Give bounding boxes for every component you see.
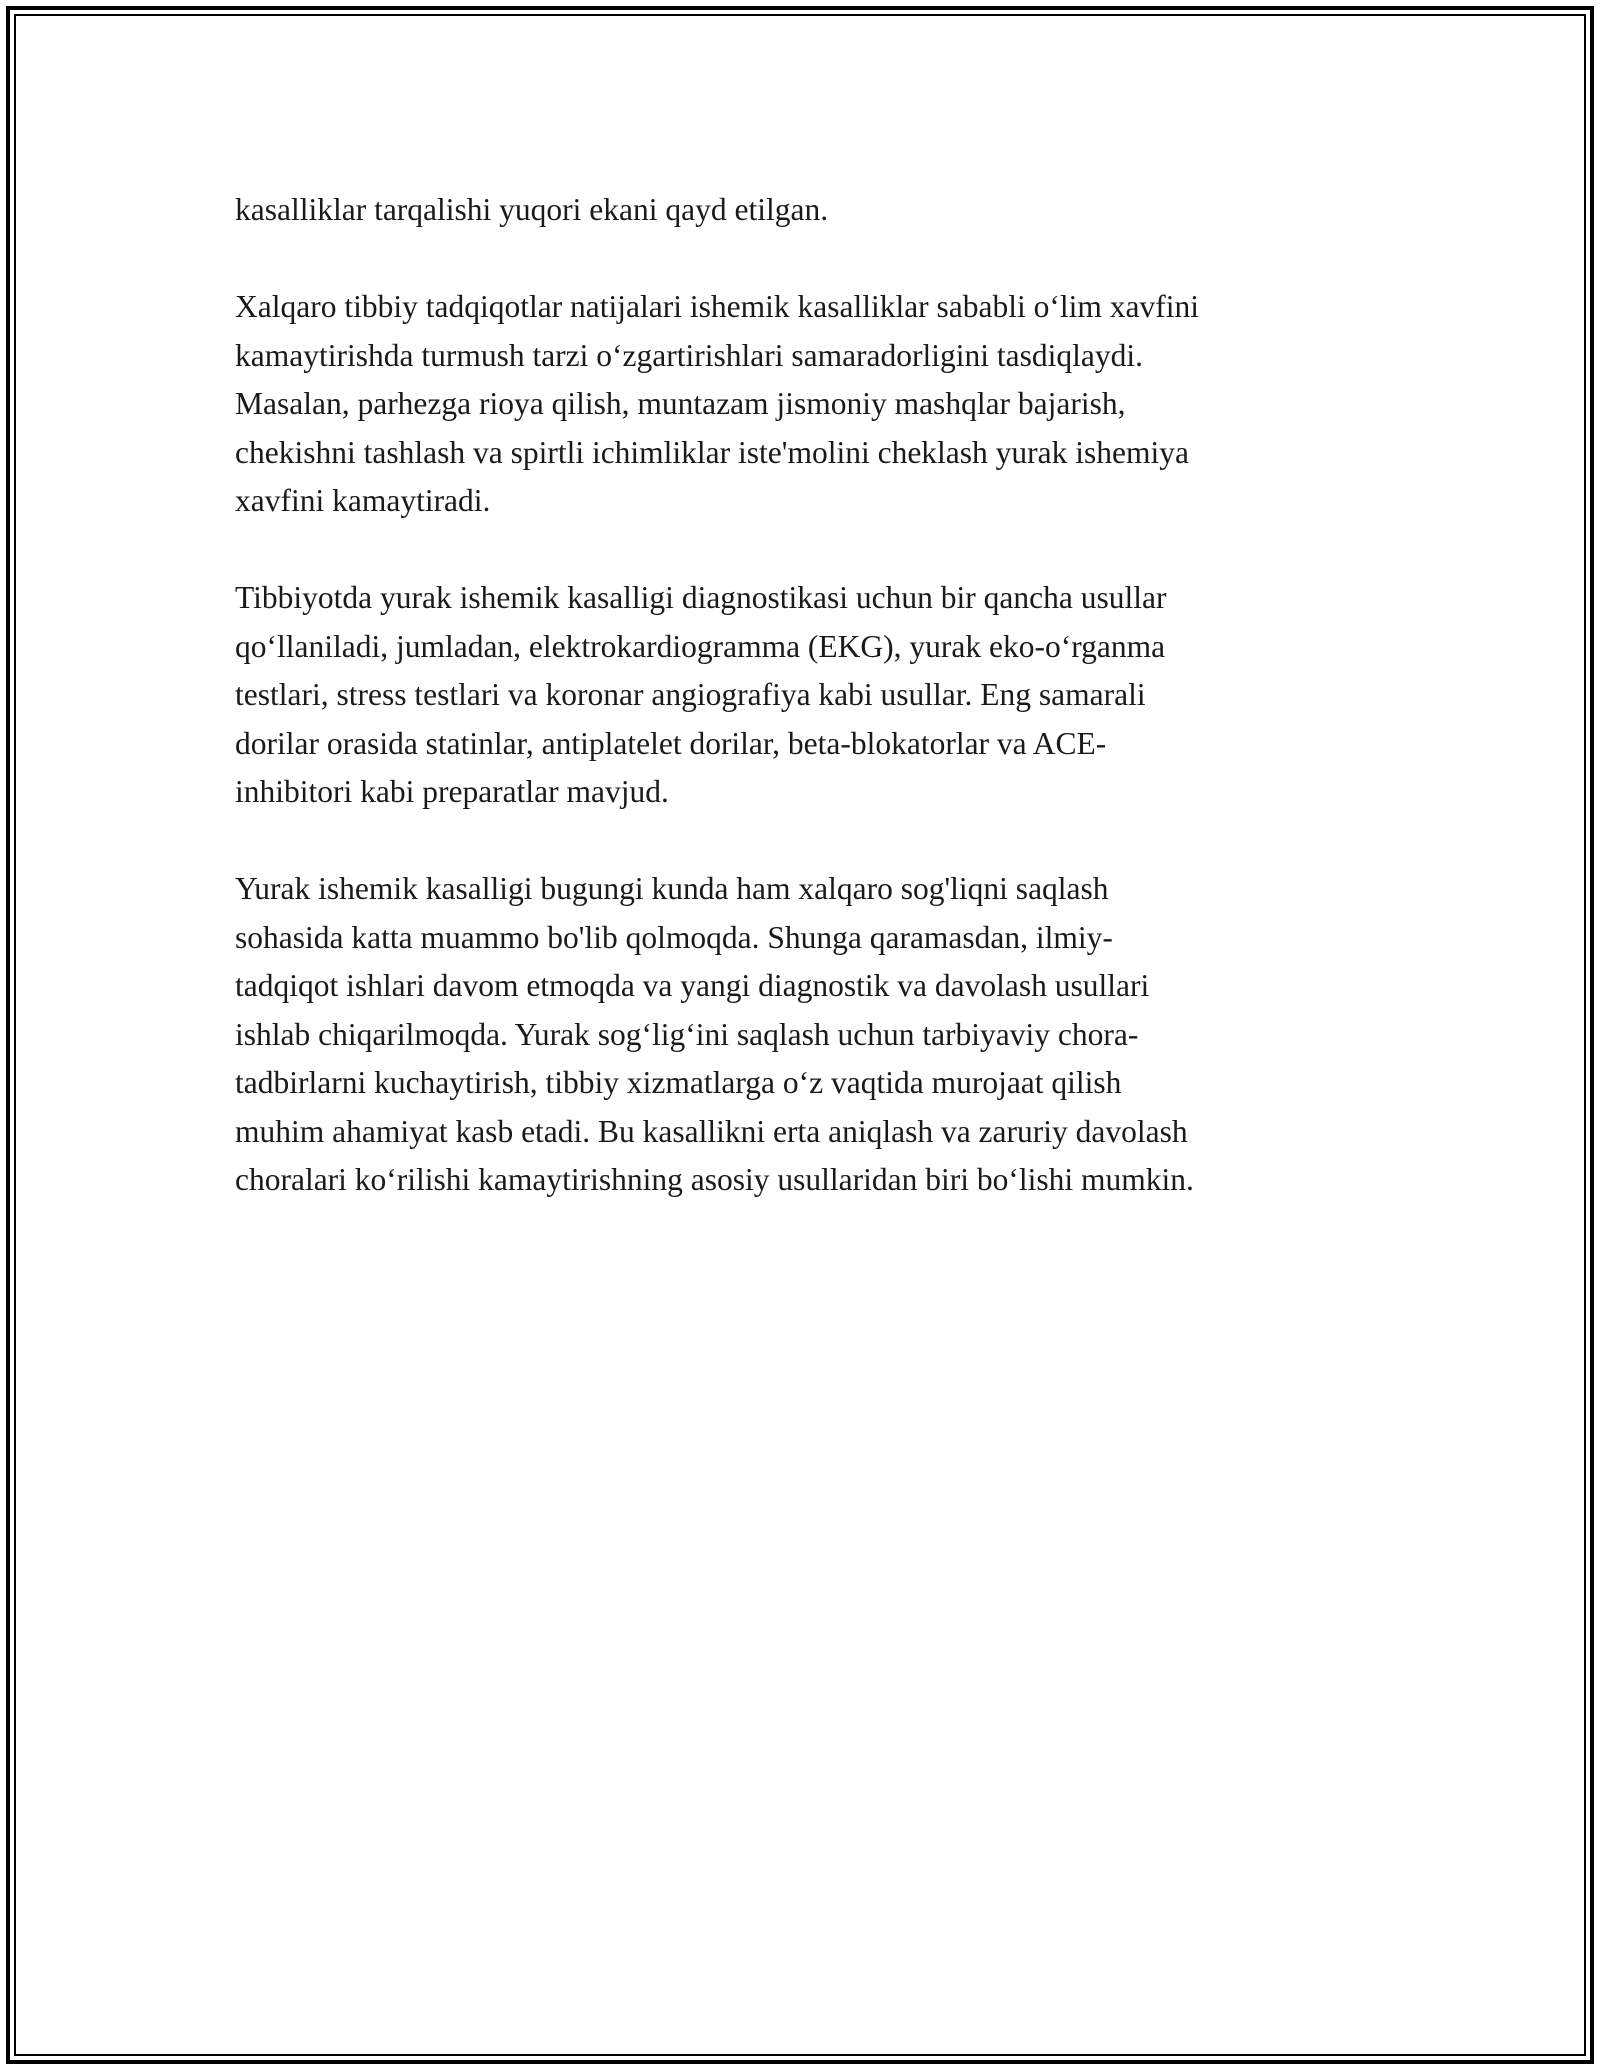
paragraph-line: inhibitori kabi preparatlar mavjud. (235, 774, 669, 809)
paragraph-line: tadqiqot ishlari davom etmoqda va yangi diagnostik va davolash usullari (235, 968, 1150, 1003)
paragraph-line: Tibbiyotda yurak ishemik kasalligi diagnostikasi uchun bir qancha usullar (235, 580, 1167, 615)
paragraph-line: testlari, stress testlari va koronar angiografiya kabi usullar. Eng samarali (235, 677, 1146, 712)
paragraph-line: xavfini kamaytiradi. (235, 483, 491, 518)
paragraph-line: dorilar orasida statinlar, antiplatelet dorilar, beta-blokatorlar va ACE- (235, 725, 1107, 761)
document-body (235, 186, 1395, 1253)
paragraph-line: tadbirlarni kuchaytirish, tibbiy xizmatlarga o‘z vaqtida murojaat qilish (235, 1065, 1122, 1100)
paragraph-line: kamaytirishda turmush tarzi o‘zgartirishlari samaradorligini tasdiqlaydi. (235, 337, 1143, 373)
paragraph-line: chekishni tashlash va spirtli ichimliklar iste'molini cheklash yurak ishemiya (235, 434, 1189, 470)
paragraph-line: sohasida katta muammo bo'lib qolmoqda. Shunga qaramasdan, ilmiy- (235, 919, 1113, 955)
paragraph-line: Masalan, parhezga rioya qilish, muntazam jismoniy mashqlar bajarish, (235, 386, 1126, 421)
paragraph-line: qo‘llaniladi, jumladan, elektrokardiogramma (EKG), yurak eko-o‘rganma (235, 628, 1166, 664)
paragraph-line: Xalqaro tibbiy tadqiqotlar natijalari ishemik kasalliklar sababli o‘lim xavfini (235, 289, 1199, 324)
paragraph-3 (235, 574, 1395, 817)
paragraph-line: Yurak ishemik kasalligi bugungi kunda ham xalqaro sog'liqni saqlash (235, 871, 1109, 906)
paragraph-2 (235, 283, 1395, 526)
paragraph-line: ishlab chiqarilmoqda. Yurak sog‘lig‘ini saqlash uchun tarbiyaviy chora- (235, 1016, 1139, 1052)
paragraph-line: kasalliklar tarqalishi yuqori ekani qayd etilgan. (235, 192, 829, 227)
paragraph-1 (235, 186, 1395, 235)
paragraph-4 (235, 865, 1395, 1205)
paragraph-line: choralari ko‘rilishi kamaytirishning asosiy usullaridan biri bo‘lishi mumkin. (235, 1162, 1194, 1197)
paragraph-line: muhim ahamiyat kasb etadi. Bu kasallikni erta aniqlash va zaruriy davolash (235, 1113, 1188, 1149)
